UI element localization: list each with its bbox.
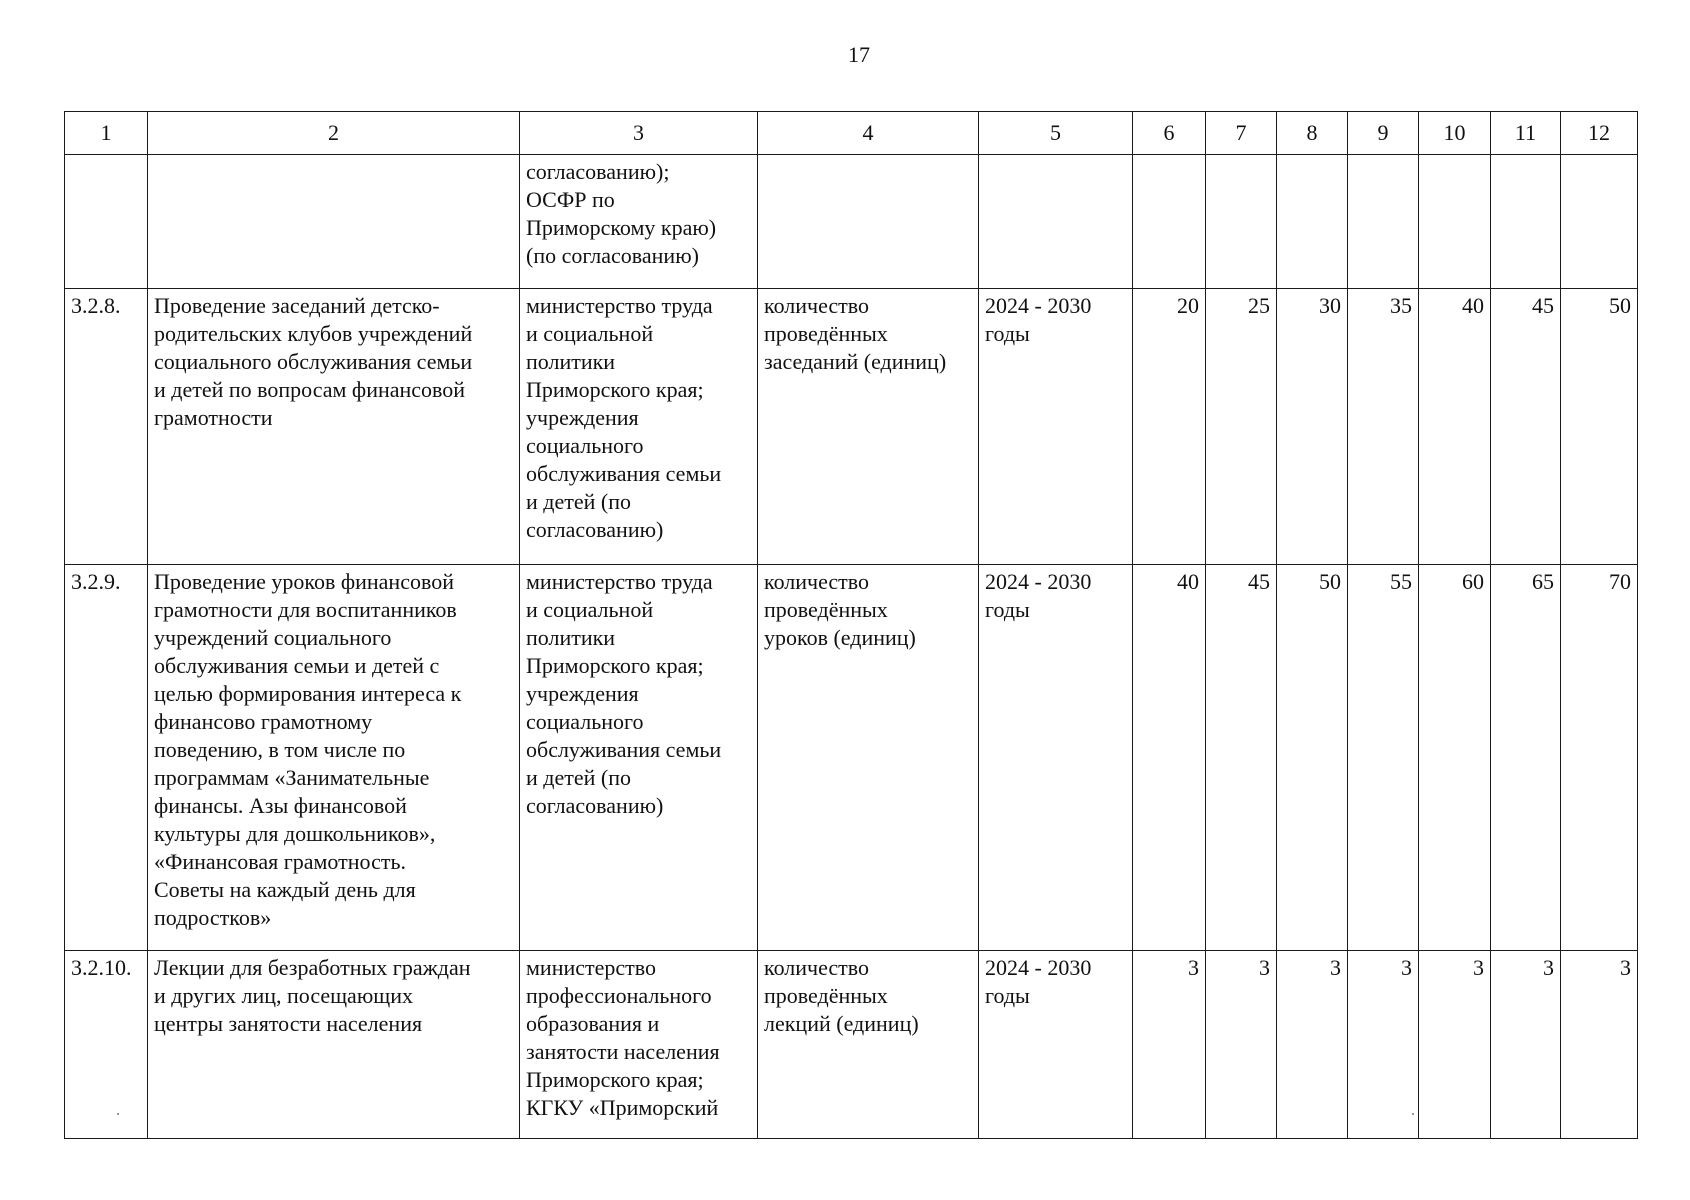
row-value-12: 50 (1561, 289, 1638, 565)
col-header-12: 12 (1561, 112, 1638, 155)
row-value-9 (1348, 155, 1419, 289)
header-row (65, 112, 1638, 155)
row-value-11 (1491, 155, 1561, 289)
row-value-9: 35 (1348, 289, 1419, 565)
row-value-10 (1419, 155, 1491, 289)
row-value-12: 70 (1561, 565, 1638, 951)
row-value-8 (1277, 155, 1348, 289)
col-header-4: 4 (758, 112, 979, 155)
row-id (65, 155, 148, 289)
row-value-6 (1133, 155, 1206, 289)
row-value-7: 3 (1206, 951, 1277, 1139)
row-value-7: 25 (1206, 289, 1277, 565)
row-value-10: 3 (1419, 951, 1491, 1139)
row-value-11: 3 (1491, 951, 1561, 1139)
col-header-3: 3 (520, 112, 758, 155)
row-indicator (758, 155, 979, 289)
table-row (65, 565, 1638, 951)
row-name: Лекции для безработных граждан и других лиц, посещающих центры занятости населения (148, 951, 520, 1139)
row-value-12 (1561, 155, 1638, 289)
row-value-10: 60 (1419, 565, 1491, 951)
col-header-7: 7 (1206, 112, 1277, 155)
row-value-8: 30 (1277, 289, 1348, 565)
row-value-12: 3 (1561, 951, 1638, 1139)
row-name (148, 155, 520, 289)
row-indicator: количество проведённых уроков (единиц) (758, 565, 979, 951)
col-header-6: 6 (1133, 112, 1206, 155)
col-header-1: 1 (65, 112, 148, 155)
row-executor: министерство труда и социальной политики Приморского края; учреждения социального обслуживания семьи и детей (по согласованию) (520, 289, 758, 565)
row-value-6: 20 (1133, 289, 1206, 565)
col-header-5: 5 (979, 112, 1133, 155)
row-executor: министерство профессионального образования и занятости населения Приморского края; КГКУ «Приморский (520, 951, 758, 1139)
row-name: Проведение заседаний детско- родительских клубов учреждений социального обслуживания семьи и детей по вопросам финансовой грамотности (148, 289, 520, 565)
row-period: 2024 - 2030 годы (979, 289, 1133, 565)
row-executor: согласованию); ОСФР по Приморскому краю) (по согласованию) (520, 155, 758, 289)
table-row (65, 289, 1638, 565)
row-value-9: 55 (1348, 565, 1419, 951)
row-executor: министерство труда и социальной политики Приморского края; учреждения социального обслуживания семьи и детей (по согласованию) (520, 565, 758, 951)
col-header-11: 11 (1491, 112, 1561, 155)
row-id: 3.2.9. (65, 565, 148, 951)
col-header-10: 10 (1419, 112, 1491, 155)
row-value-10: 40 (1419, 289, 1491, 565)
scan-speck (1412, 1113, 1414, 1115)
row-name: Проведение уроков финансовой грамотности для воспитанников учреждений социального обслуживания семьи и детей с целью формирования интереса к финансово грамотному поведению, в том числе по программам «Занимательные финансы. Азы финансовой культуры для дошкольников», «Финансовая грамотность. Советы на каждый день для подростков» (148, 565, 520, 951)
row-value-11: 45 (1491, 289, 1561, 565)
row-value-6: 3 (1133, 951, 1206, 1139)
col-header-9: 9 (1348, 112, 1419, 155)
row-value-7 (1206, 155, 1277, 289)
row-id: 3.2.8. (65, 289, 148, 565)
row-period: 2024 - 2030 годы (979, 565, 1133, 951)
row-id: 3.2.10. (65, 951, 148, 1139)
row-value-6: 40 (1133, 565, 1206, 951)
col-header-2: 2 (148, 112, 520, 155)
page-number: 17 (848, 42, 870, 67)
row-indicator: количество проведённых заседаний (единиц) (758, 289, 979, 565)
row-indicator: количество проведённых лекций (единиц) (758, 951, 979, 1139)
row-period (979, 155, 1133, 289)
row-period: 2024 - 2030 годы (979, 951, 1133, 1139)
row-value-7: 45 (1206, 565, 1277, 951)
table-row (65, 155, 1638, 289)
measures-table (64, 111, 1638, 1139)
scan-speck (117, 1113, 119, 1115)
row-value-9: 3 (1348, 951, 1419, 1139)
row-value-8: 3 (1277, 951, 1348, 1139)
col-header-8: 8 (1277, 112, 1348, 155)
row-value-11: 65 (1491, 565, 1561, 951)
table-row (65, 951, 1638, 1139)
row-value-8: 50 (1277, 565, 1348, 951)
